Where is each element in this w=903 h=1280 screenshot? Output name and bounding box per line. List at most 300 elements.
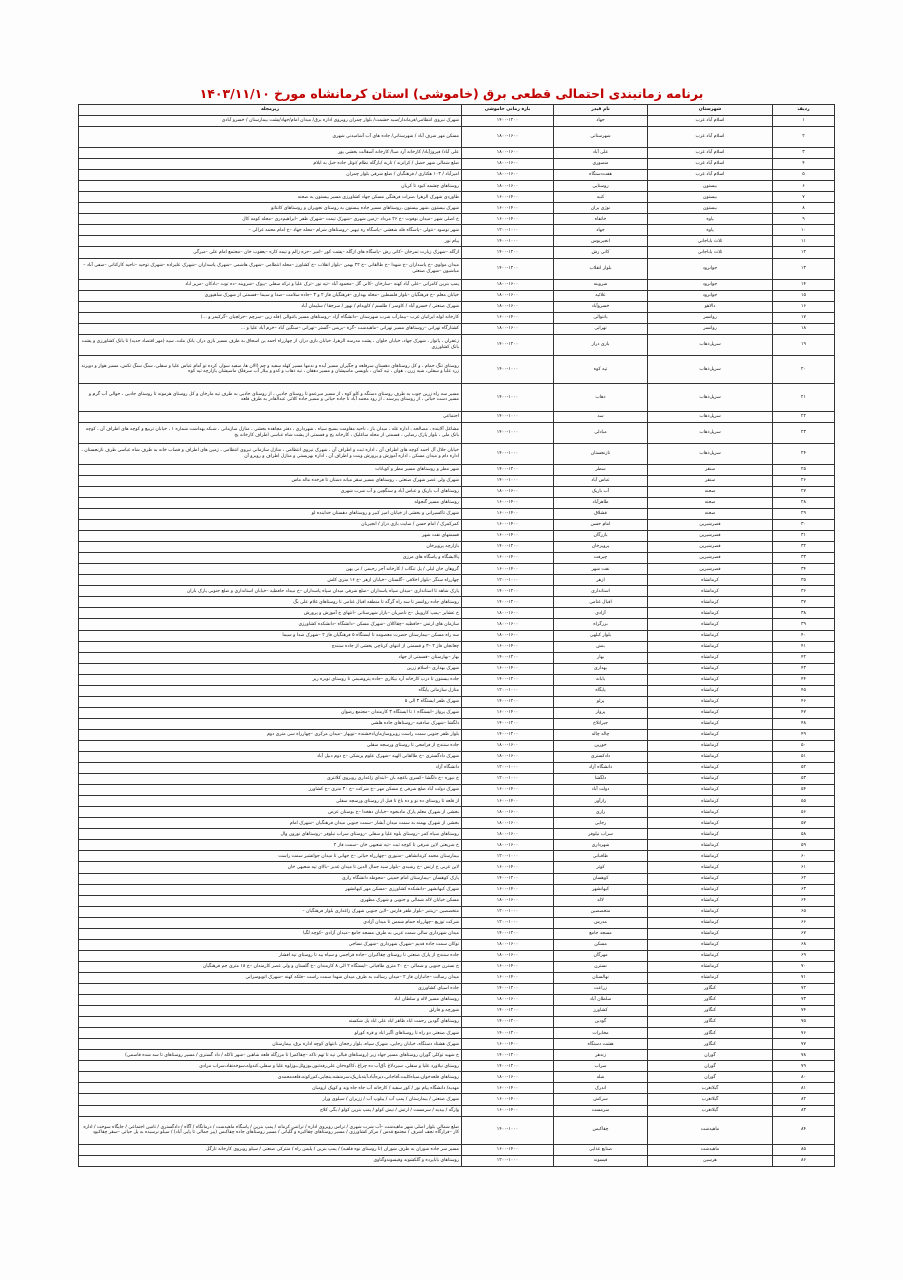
city-cell: کرمانشاه [648, 928, 773, 939]
table-row [79, 1083, 835, 1094]
row-number-cell: ۲۹ [773, 508, 835, 519]
feeder-cell: نازنجستان [554, 443, 648, 464]
row-number-cell: ۷۲ [773, 984, 835, 995]
time-range-cell: ۱۸۰۰-۱۶۰۰ [462, 895, 554, 906]
feeder-cell: لاله [554, 895, 648, 906]
row-number-cell: ۶۱ [773, 862, 835, 873]
area-cell: چغانجان فاز ۲ –۳ و قسمتی از انتهای کرناچی یخشی از جاده سنندج [79, 641, 462, 652]
city-cell: گیلانغرب [648, 1083, 773, 1094]
table-row [79, 608, 835, 619]
area-cell: جاده سنندج از فرامجی تا روستای ورسجه سفلی [79, 740, 462, 751]
feeder-cell: قشلاق [554, 508, 648, 519]
time-range-cell: ۱۴۰۰-۱۲۰۰ [462, 674, 554, 685]
area-cell: شهرک ظفر ایستگاه ۳ الی ۵ [79, 696, 462, 707]
city-cell: بیستون [648, 192, 773, 203]
table-row [79, 475, 835, 486]
row-number-cell: ۱۲ [773, 247, 835, 258]
time-range-cell: ۱۲۰۰-۱۰۰۰ [462, 763, 554, 774]
table-row [79, 192, 835, 203]
table-row [79, 1061, 835, 1072]
time-range-cell: ۱۲۰۰-۱۰۰۰ [462, 1155, 554, 1166]
area-cell: پمپ بنزین کامرانی –علی آباد کهنه –سارخان –کانی گل –محمود آباد –تپه نور –ترک علیا و ترکه سفلی –پیوک –شروینه –ده توت –بادکان –مزیر اباد [79, 279, 462, 290]
city-cell: ماهیدشت [648, 1144, 773, 1155]
feeder-cell: علی آباد [554, 148, 648, 159]
city-cell: کرمانشاه [648, 729, 773, 740]
area-cell: پارک شاهد تا استانداری –میدان سپاه پاسداران –ضلع شرقی میدان سپاه پاسداران –خ نبیداد حافظیه –خیابان استانداری و ضلع جنوبی پارک باران [79, 586, 462, 597]
area-cell: متخصصین –زینتبر –بلوار ظفر فارس –لاین جنوبی شهرک زاغداری بلوار فرهنگیان – [79, 906, 462, 917]
area-cell: دانشگاه آزاد [79, 763, 462, 774]
area-cell: شهرک هشتاد دستگاه، خیابان رجایی، شهرک سپاه، بلوار رجحان ،انتهای کوچه اداره برق، بیمارستان [79, 1039, 462, 1050]
feeder-cell: سطر [554, 464, 648, 475]
city-cell: کرمانشاه [648, 917, 773, 928]
row-number-cell: ۵۵ [773, 796, 835, 807]
city-cell: کرمانشاه [648, 652, 773, 663]
header-feeder: نام فیدر [554, 105, 648, 116]
time-range-cell: ۱۸۰۰-۱۶۰۰ [462, 127, 554, 148]
row-number-cell: ۳۴ [773, 564, 835, 575]
area-cell: روستاهای چشمه کبود تا کریان [79, 181, 462, 192]
feeder-cell: استانداری [554, 586, 648, 597]
area-cell: بلوار ظفر جنوبی سمت راست روبروسازمان‌ادخشنده –نوبهار –میدان مرکزی –چهارراه سی متری دوم [79, 729, 462, 740]
city-cell: کرمانشاه [648, 972, 773, 983]
table-row [79, 674, 835, 685]
feeder-cell: علائیه [554, 290, 648, 301]
row-number-cell: ۲۶ [773, 475, 835, 486]
table-row [79, 181, 835, 192]
table-row [79, 355, 835, 383]
area-cell: روستاهای مسیر گنجوله [79, 497, 462, 508]
table-row [79, 928, 835, 939]
header-time-range: بازه زمانی خاموشی [462, 105, 554, 116]
feeder-cell: طاقبانی [554, 851, 648, 862]
table-row [79, 995, 835, 1006]
area-cell: چهارراه سنگر –بلوار اخلاقی –گلستان –خیابان ازهر –خ ۱۶ متری کلش [79, 575, 462, 586]
feeder-cell: پروار [554, 707, 648, 718]
city-cell: اسلام آباد غرب [648, 170, 773, 181]
time-range-cell: ۱۴۰۰-۱۲۰۰ [462, 247, 554, 258]
table-row [79, 807, 835, 818]
city-cell: کرمانشاه [648, 619, 773, 630]
city-cell: سرپل‌ذهاب [648, 443, 773, 464]
area-cell: جاده اسیای کشاورزی [79, 984, 462, 995]
feeder-cell: بهداری [554, 663, 648, 674]
area-cell: پالایشگاه و پاسگاه های مرزی [79, 553, 462, 564]
row-number-cell: ۱۴ [773, 279, 835, 290]
schedule-table [78, 104, 835, 1167]
feeder-cell: نسترن [554, 961, 648, 972]
row-number-cell: ۵۲ [773, 763, 835, 774]
city-cell: اسلام آباد غرب [648, 127, 773, 148]
area-cell: شهرک صنعتی / خسرو آباد / کاوسر / طلسم / کاوپدام / نهور / سرجقا / سلیمان آباد [79, 301, 462, 312]
city-cell: پاوه [648, 225, 773, 236]
area-cell: روستای تنگ حمام ، و کل روستاهای دهستان سرقلعه و جگیران مسیر آبده و ندمها مسیر کهله سفید و چم (الان ها، سفید سوار، کرده تو آمام عباس علیا و سفلی، سنگ سنگ تکش، مسیر هوار و دوپرند زرد علیا و سفلی، شیه زرن ، هوان ، تپه کمان ، باویسی ماسپشان و مسیر دهقان ، تپه ذهاب و کدو و بیلار آب سرفلک ماسپشان بازارچه تپه کوه [79, 355, 462, 383]
table-row [79, 1105, 835, 1116]
row-number-cell: ۴۰ [773, 630, 835, 641]
row-number-cell: ۶۷ [773, 928, 835, 939]
time-range-cell: ۱۶۰۰-۱۴۰۰ [462, 508, 554, 519]
feeder-cell: کیهانشهر [554, 884, 648, 895]
area-cell: قسمتهای نفت شهر [79, 531, 462, 542]
row-number-cell: ۱۵ [773, 290, 835, 301]
table-row [79, 279, 835, 290]
feeder-cell: امام حسن [554, 520, 648, 531]
table-row [79, 411, 835, 422]
row-number-cell: ۴۷ [773, 707, 835, 718]
time-range-cell: ۱۸۰۰-۱۶۰۰ [462, 807, 554, 818]
row-number-cell: ۴۱ [773, 641, 835, 652]
table-row [79, 236, 835, 247]
row-number-cell: ۵۸ [773, 829, 835, 840]
time-range-cell: ۱۲۰۰-۱۰۰۰ [462, 575, 554, 586]
time-range-cell: ۱۴۰۰-۱۲۰۰ [462, 1017, 554, 1028]
area-cell: روستای نیلاورد علیا و سفلی، سیزدلاغ ،آق‌آب ده چراغ ،کاکوه‌خان علی‌رفه‌تنور،بوزوئل،بوزلوه علیا و سفلی،کندوله،سوخه‌نقاد،سراب مرادی [79, 1061, 462, 1072]
row-number-cell: ۷۶ [773, 1028, 835, 1039]
row-number-cell: ۷۰ [773, 961, 835, 972]
table-row [79, 1039, 835, 1050]
table-row [79, 851, 835, 862]
city-cell: کرمانشاه [648, 641, 773, 652]
row-number-cell: ۲ [773, 127, 835, 148]
feeder-cell: نفت شهر [554, 564, 648, 575]
feeder-cell: نوژی بران [554, 203, 648, 214]
feeder-cell: بلوار انقلاب [554, 258, 648, 279]
time-range-cell: ۱۲۰۰-۱۰۰۰ [462, 225, 554, 236]
table-row [79, 1006, 835, 1017]
time-range-cell: ۱۶۰۰-۱۴۰۰ [462, 564, 554, 575]
time-range-cell: ۱۶۰۰-۱۴۰۰ [462, 497, 554, 508]
table-row [79, 127, 835, 148]
table-row [79, 464, 835, 475]
feeder-cell: رازآور [554, 796, 648, 807]
city-cell: کرمانشاه [648, 950, 773, 961]
row-number-cell: ۳۵ [773, 575, 835, 586]
row-number-cell: ۶۳ [773, 884, 835, 895]
row-number-cell: ۴۶ [773, 696, 835, 707]
time-range-cell: ۱۶۰۰-۱۴۰۰ [462, 520, 554, 531]
row-number-cell: ۲۵ [773, 464, 835, 475]
area-cell: از قلعه تا روستای ده نو و ده باغ تا قبل از روستای ورسجه سفلی [79, 796, 462, 807]
table-row [79, 652, 835, 663]
area-cell: سه راه مسکن –بیمارستان حضرت معصومه تا ایستگاه ۵ فرهنگیان فاز ۲ –شهرک صدا و سیما [79, 630, 462, 641]
row-number-cell: ۶۲ [773, 873, 835, 884]
table-row [79, 1050, 835, 1061]
table-row [79, 116, 835, 127]
time-range-cell: ۱۶۰۰-۱۴۰۰ [462, 884, 554, 895]
city-cell: کرمانشاه [648, 663, 773, 674]
row-number-cell: ۳۶ [773, 586, 835, 597]
time-range-cell: ۱۸۰۰-۱۶۰۰ [462, 950, 554, 961]
city-cell: کرمانشاه [648, 685, 773, 696]
area-cell: سازمان های ارتش –حافظیه –چقاکلان –شهرک مسکن –دانشگاه –دانشکده کشاورزی [79, 619, 462, 630]
row-number-cell: ۳۷ [773, 597, 835, 608]
table-row [79, 159, 835, 170]
table-row [79, 564, 835, 575]
table-body [79, 116, 835, 1167]
area-cell: مسیر سه راه زرین جوب به طرف روستای دستگه و کلو کوه ، از مسیر میرعمو تا روستای جادیی ، از روستای جادیی به طرف تپه مارخان و کل روستای هرمونه تا روستای جادیی ، حوالی آب گرم و مسیر دست حیاتی ، از روستای پیرسند ، از رود محمد آباد تا جاده حیاتی و مسیر جاده کلاتی عبدالقادر به طرف قلعه [79, 383, 462, 411]
city-cell: گوران [648, 1061, 773, 1072]
area-cell: مشاغل آلاینده ، مصالحه ، اداره غله ، میدان باز ، ناحیه مقاومت بسیج سپاه ، شهرداری ، دفتر مجاهده بخشی ، منازل سازمانی ، شبکه بهداشت شماره ۱ ، خیابان تربیع و کوچه های اطراف آن ، کوچه بانک ملی ، بلوار پارک رضایی ، قسمتی از محله ساغلیک ، کارخانه یخ و قسمتی از پشت شاه عباسی اطراف کارخانه یخ [79, 422, 462, 443]
area-cell: بخشی از شهرک بهمنه به سمت میدان آبشار –سمت جنوبی میدان فرهنگیان –شهرک امام [79, 818, 462, 829]
table-row [79, 630, 835, 641]
row-number-cell: ۵۴ [773, 785, 835, 796]
table-row [79, 1017, 835, 1028]
header-area: زیرمجله [79, 105, 462, 116]
time-range-cell: ۱۸۰۰-۱۶۰۰ [462, 486, 554, 497]
row-number-cell: ۶۴ [773, 895, 835, 906]
table-row [79, 520, 835, 531]
table-row [79, 497, 835, 508]
table-row [79, 685, 835, 696]
area-cell: شهرک تاکسیرانی و بخشی از خیابان امیر کبیر و روستاهای دهستان خدابنده لو [79, 508, 462, 519]
time-range-cell: ۱۶۰۰-۱۴۰۰ [462, 862, 554, 873]
time-range-cell: ۱۸۰۰-۱۶۰۰ [462, 829, 554, 840]
table-row [79, 796, 835, 807]
row-number-cell: ۱۹ [773, 334, 835, 355]
row-number-cell: ۴۲ [773, 652, 835, 663]
feeder-cell: متخصصین [554, 906, 648, 917]
row-number-cell: ۴۳ [773, 663, 835, 674]
row-number-cell: ۸۳ [773, 1105, 835, 1116]
feeder-cell: تپه کوه [554, 355, 648, 383]
table-row [79, 1094, 835, 1105]
feeder-cell: انجیربوس [554, 236, 648, 247]
table-row [79, 1116, 835, 1144]
feeder-cell: بهار [554, 652, 648, 663]
area-cell: خ نسترن جنوبی و شمالی –خ ۲۰ متری طاقبانی –ایستگاه ۲ الی ۸ کارمندان –خ گلستان و ولی عصر کارمندان –خ ۱۸ متری جم فرهنگیان [79, 961, 462, 972]
feeder-cell: بنش [554, 641, 648, 652]
table-row [79, 785, 835, 796]
row-number-cell: ۸۱ [773, 1083, 835, 1094]
table-row [79, 553, 835, 564]
city-cell: روانسر [648, 323, 773, 334]
city-cell: دالاهو [648, 301, 773, 312]
city-cell: کرمانشاه [648, 829, 773, 840]
time-range-cell: ۱۸۰۰-۱۶۰۰ [462, 840, 554, 851]
feeder-cell: سد [554, 411, 648, 422]
table-row [79, 641, 835, 652]
city-cell: کرمانشاه [648, 674, 773, 685]
table-row [79, 1144, 835, 1155]
feeder-cell: منصوری [554, 159, 648, 170]
city-cell: قصرشیرین [648, 542, 773, 553]
time-range-cell: ۱۶۰۰-۱۴۰۰ [462, 203, 554, 214]
time-range-cell: ۱۲۰۰-۱۰۰۰ [462, 906, 554, 917]
feeder-cell: بازی دراز [554, 334, 648, 355]
time-range-cell: ۱۴۰۰-۱۲۰۰ [462, 334, 554, 355]
city-cell: کرمانشاه [648, 630, 773, 641]
row-number-cell: ۸ [773, 203, 835, 214]
city-cell: کنگاور [648, 984, 773, 995]
time-range-cell: ۱۶۰۰-۱۴۰۰ [462, 214, 554, 225]
feeder-cell: چقاکبس [554, 1116, 648, 1144]
area-cell: زعفران ، پاتوار ، شهرک جهاد، خیابان حلوان ، پشت مدرسه الزهرا، خیابان بازی دراز، از چهارراه احمد بن اسحاق به طرف مسیر بازی دراز، بانک ملت، سپه (مهر اقتصاد جدید) تا بانک کشاورزی و پشت بانک کشاورزی [79, 334, 462, 355]
time-range-cell: ۱۴۰۰-۱۰۰۰ [462, 422, 554, 443]
time-range-cell: ۱۴۰۰-۱۲۰۰ [462, 696, 554, 707]
row-number-cell: ۶۰ [773, 851, 835, 862]
city-cell: گوران [648, 1050, 773, 1061]
time-range-cell: ۱۴۰۰-۱۲۰۰ [462, 258, 554, 279]
row-number-cell: ۷۱ [773, 972, 835, 983]
city-cell: قصرشیرین [648, 564, 773, 575]
city-cell: گوران [648, 1072, 773, 1083]
table-row [79, 829, 835, 840]
area-cell: بیمارستان محمد کرمانشاهی –منبوری –چهارراه حیاتی –خ جهانی تا میدان جوانشیر سمت راست [79, 851, 462, 862]
feeder-cell: مدرس [554, 917, 648, 928]
row-number-cell: ۷۹ [773, 1061, 835, 1072]
area-cell: جاده بیستون تا درب کارخانه آرد بیکاری –جاده پتروشیمی تا روستای نوبره ریز [79, 674, 462, 685]
time-range-cell: ۱۴۰۰-۱۰۰۰ [462, 383, 554, 411]
table-row [79, 1155, 835, 1166]
area-cell: کارخانه لوله ایرانیان غرب –بیمارآب شرب شهرستان –دانشگاه آزاد –روستاهای مسیر باتنوالی (قله زین –سرچم –خرلجیان –گرکیمر و ...) [79, 312, 462, 323]
time-range-cell: ۱۶۰۰-۱۴۰۰ [462, 1039, 554, 1050]
time-range-cell: ۱۲۰۰-۱۰۰۰ [462, 685, 554, 696]
time-range-cell: ۱۸۰۰-۱۶۰۰ [462, 630, 554, 641]
table-row [79, 508, 835, 519]
table-row [79, 707, 835, 718]
feeder-cell: بابانه [554, 674, 648, 685]
city-cell: کنگاور [648, 1017, 773, 1028]
time-range-cell: ۱۸۰۰-۱۶۰۰ [462, 279, 554, 290]
table-row [79, 586, 835, 597]
time-range-cell: ۱۴۰۰-۱۰۰۰ [462, 355, 554, 383]
city-cell: جوانرود [648, 279, 773, 290]
time-range-cell: ۱۶۰۰-۱۴۰۰ [462, 1105, 554, 1116]
feeder-cell: گودین [554, 1017, 648, 1028]
table-row [79, 718, 835, 729]
time-range-cell: ۱۲۰۰-۱۰۰۰ [462, 774, 554, 785]
row-number-cell: ۶ [773, 181, 835, 192]
row-number-cell: ۴۵ [773, 685, 835, 696]
row-number-cell: ۵۳ [773, 774, 835, 785]
table-row [79, 312, 835, 323]
feeder-cell: پرلو [554, 696, 648, 707]
time-range-cell: ۱۴۰۰-۱۰۰۰ [462, 1116, 554, 1144]
area-cell: شهرک کیهانشهر –دانشکده کشاورزی –مسکن مهر کیهانشهر [79, 884, 462, 895]
feeder-cell: کوهسان [554, 873, 648, 884]
row-number-cell: ۶۶ [773, 917, 835, 928]
city-cell: اسلام آباد غرب [648, 148, 773, 159]
table-row [79, 1072, 835, 1083]
row-number-cell: ۵۰ [773, 740, 835, 751]
city-cell: کرمانشاه [648, 752, 773, 763]
time-range-cell: ۱۴۰۰-۱۲۰۰ [462, 464, 554, 475]
time-range-cell: ۱۶۰۰-۱۴۰۰ [462, 1144, 554, 1155]
feeder-cell: سلطان آباد [554, 995, 648, 1006]
time-range-cell: ۱۸۰۰-۱۶۰۰ [462, 170, 554, 181]
table-row [79, 884, 835, 895]
feeder-cell: زراعت [554, 984, 648, 995]
time-range-cell: ۱۴۰۰-۱۲۰۰ [462, 984, 554, 995]
time-range-cell: ۱۴۰۰-۱۲۰۰ [462, 1006, 554, 1017]
table-row [79, 939, 835, 950]
time-range-cell: ۱۶۰۰-۱۴۰۰ [462, 192, 554, 203]
row-number-cell: ۱۱ [773, 236, 835, 247]
area-cell: روستاهای باباپرده و گلکشوند وقیسوندوگناوی [79, 1155, 462, 1166]
feeder-cell: طاهرآباد [554, 497, 648, 508]
feeder-cell: شهرداری [554, 840, 648, 851]
row-number-cell: ۲۸ [773, 497, 835, 508]
time-range-cell: ۱۸۰۰-۱۶۰۰ [462, 159, 554, 170]
feeder-cell: قیسوند [554, 1155, 648, 1166]
feeder-cell: مهرگان [554, 950, 648, 961]
row-number-cell: ۷۵ [773, 1017, 835, 1028]
city-cell: کرمانشاه [648, 785, 773, 796]
city-cell: کرمانشاه [648, 774, 773, 785]
city-cell: روانسر [648, 312, 773, 323]
city-cell: کرمانشاه [648, 696, 773, 707]
row-number-cell: ۴۴ [773, 674, 835, 685]
table-row [79, 972, 835, 983]
feeder-cell: کانی رش [554, 247, 648, 258]
table-row [79, 917, 835, 928]
city-cell: کرمانشاه [648, 862, 773, 873]
feeder-cell: شهرستانی [554, 127, 648, 148]
city-cell: گیلانغرب [648, 1094, 773, 1105]
feeder-cell: مسجد جامع [554, 928, 648, 939]
city-cell: صحنه [648, 497, 773, 508]
city-cell: کرمانشاه [648, 884, 773, 895]
table-row [79, 323, 835, 334]
city-cell: اسلام آباد غرب [648, 159, 773, 170]
row-number-cell: ۱۶ [773, 301, 835, 312]
header-city: شهرستان [648, 105, 773, 116]
area-cell: روستاهای جاده روانسر تا سه راه گرگه تا منطقه اقبال غنامی تا روستاهای غلام علی بگ [79, 597, 462, 608]
feeder-cell: صنایع غذایی [554, 1144, 648, 1155]
area-cell: شرکت توزیع –چهارراه حمام شمس تا میدان آزادی [79, 917, 462, 928]
feeder-cell: کشاورز [554, 1006, 648, 1017]
table-row [79, 214, 835, 225]
row-number-cell: ۲۳ [773, 422, 835, 443]
area-cell: بهار –بهارستان –قسمتی از جهاد [79, 652, 462, 663]
area-cell: دلگشا –شهرک صادقیه –روستاهای جاده هلشی [79, 718, 462, 729]
time-range-cell: ۱۴۰۰-۱۲۰۰ [462, 116, 554, 127]
feeder-cell: ازهر [554, 575, 648, 586]
time-range-cell: ۱۶۰۰-۱۴۰۰ [462, 972, 554, 983]
feeder-cell: تهرانی [554, 323, 648, 334]
area-cell: وارگه / بیدیه / سرمست / ارتش / نیش کولو / پمپ بنزین کولو / بگی کلاج [79, 1105, 462, 1116]
area-cell: پارک کوهسان –بیمارستان امام خمینی –محوطه دانشگاه رازی [79, 873, 462, 884]
time-range-cell: ۱۴۰۰-۱۲۰۰ [462, 1061, 554, 1072]
area-cell: میدان رسالت –جانبازان فاز ۲ –میدان رسالت به طرف میدان شهدا سمت راست –فلکه کهنه –شهرک اتوبوسرانی [79, 972, 462, 983]
row-number-cell: ۱ [773, 116, 835, 127]
time-range-cell: ۱۴۰۰-۱۲۰۰ [462, 586, 554, 597]
row-number-cell: ۳۳ [773, 553, 835, 564]
area-cell: شهرک صنعتی / بیمارستان / پمپ آب / پیلوپ آب / ززیران / سیلوی ورار [79, 1094, 462, 1105]
row-number-cell: ۵ [773, 170, 835, 181]
table-row [79, 840, 835, 851]
row-number-cell: ۲۷ [773, 486, 835, 497]
time-range-cell: ۱۴۰۰-۱۰۰۰ [462, 475, 554, 486]
time-range-cell: ۱۸۰۰-۱۶۰۰ [462, 939, 554, 950]
city-cell: ماهیدشت [648, 1116, 773, 1144]
city-cell: کرمانشاه [648, 763, 773, 774]
feeder-cell: سرکش [554, 1094, 648, 1105]
area-cell: ازگله –شهرک زیارت تمرخان –کانی رش –پاسگاه های ازگله –پشت کور –امیر –خره زالم و تیمه کاره –یعقوب خان –مجتمع امام علی –میرگی [79, 247, 462, 258]
city-cell: کرمانشاه [648, 873, 773, 884]
table-row [79, 203, 835, 214]
table-row [79, 575, 835, 586]
area-cell: روستاهای گودین رحمت اباد ظاهر اباد علی اباد پل شکسته [79, 1017, 462, 1028]
feeder-cell: سراب نیلوفر [554, 829, 648, 840]
feeder-cell: سراب [554, 1061, 648, 1072]
table-row [79, 247, 835, 258]
row-number-cell: ۸۰ [773, 1072, 835, 1083]
time-range-cell: ۱۶۰۰-۱۴۰۰ [462, 531, 554, 542]
area-cell: میدان مولوی –خ پاسداران –خ شهدا –خ طالقانی –خ ۲۲ بهمن –بلوار انقلاب –خ کشاورز –محله انتظامی –شهرک هاشمی –شهرک پاسداران –شهرک علیزاده –شهرک توحید –ناحیه کارکنانی –صفی آباد –مباشیون –شهرک صنعتی [79, 258, 462, 279]
table-row [79, 950, 835, 961]
city-cell: کرمانشاه [648, 608, 773, 619]
row-number-cell: ۳۹ [773, 619, 835, 630]
